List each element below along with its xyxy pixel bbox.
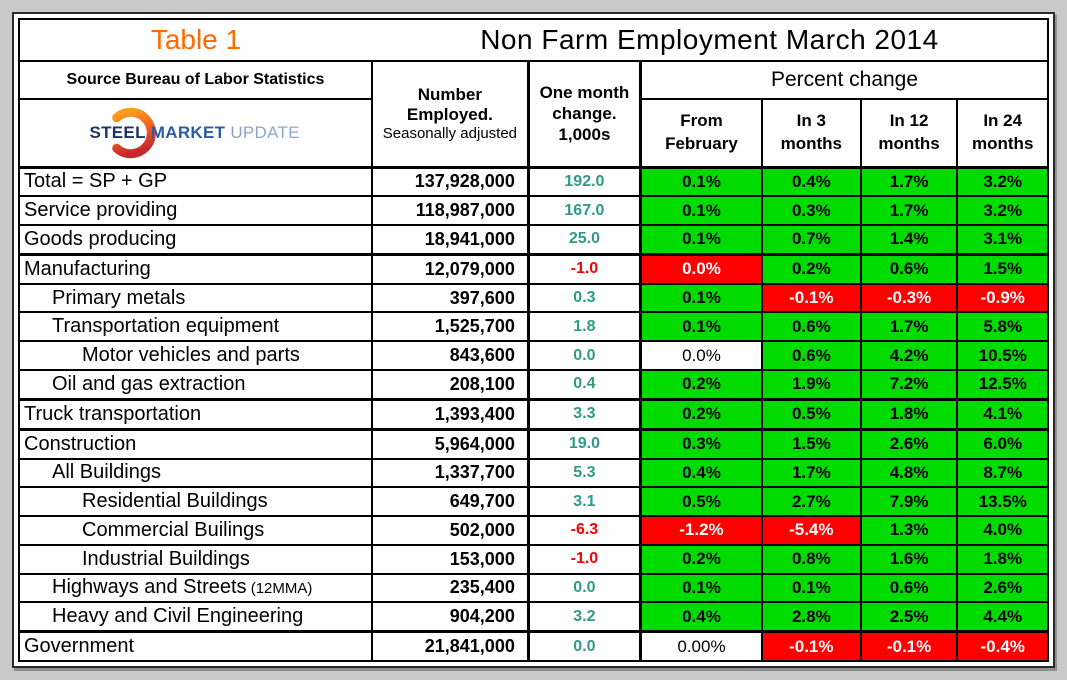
- row-label: Service providing: [19, 196, 372, 225]
- one-month-change-value: 3.2: [528, 602, 640, 631]
- one-month-change-value: 5.3: [528, 459, 640, 488]
- pct-in-24-months: 12.5%: [957, 370, 1048, 399]
- col-header-one-month-change: [528, 61, 640, 167]
- one-month-change-value: 0.0: [528, 574, 640, 603]
- pct-from-february: 0.00%: [641, 632, 762, 661]
- pct-in-24-months: 8.7%: [957, 459, 1048, 488]
- pct-in-12-months: 4.8%: [861, 459, 958, 488]
- employed-value: 502,000: [372, 516, 528, 545]
- pct-from-february: 0.1%: [641, 225, 762, 254]
- table-row: [19, 516, 1048, 545]
- pct-from-february: 0.5%: [641, 487, 762, 516]
- pct-in-3-months: -0.1%: [762, 284, 861, 313]
- table-row: [19, 341, 1048, 370]
- one-month-change-value: 3.1: [528, 487, 640, 516]
- table-row: [19, 312, 1048, 341]
- pct-in-24-months: 3.2%: [957, 196, 1048, 225]
- pct-from-february: -1.2%: [641, 516, 762, 545]
- pct-in-3-months: 2.7%: [762, 487, 861, 516]
- pct-from-february: 0.2%: [641, 370, 762, 399]
- employed-value: 153,000: [372, 545, 528, 574]
- pct-from-february: 0.4%: [641, 602, 762, 631]
- employed-value: 904,200: [372, 602, 528, 631]
- pct-in-24-months: -0.4%: [957, 632, 1048, 661]
- employed-value: 18,941,000: [372, 225, 528, 254]
- pct-in-12-months: 7.9%: [861, 487, 958, 516]
- row-label: Industrial Buildings: [19, 545, 372, 574]
- pct-in-24-months: 5.8%: [957, 312, 1048, 341]
- table-number-label: Table 1: [19, 19, 372, 61]
- one-month-change-value: 19.0: [528, 429, 640, 458]
- pct-in-12-months: 0.6%: [861, 574, 958, 603]
- seasonally-adjusted-note: Seasonally adjusted: [382, 124, 518, 142]
- row-label: Motor vehicles and parts: [19, 341, 372, 370]
- row-label: Construction: [19, 429, 372, 458]
- one-month-line3: 1,000s: [558, 125, 611, 145]
- employed-value: 1,337,700: [372, 459, 528, 488]
- pct-in-12-months: 1.3%: [861, 516, 958, 545]
- employed-value: 235,400: [372, 574, 528, 603]
- one-month-change-value: 25.0: [528, 225, 640, 254]
- row-label: All Buildings: [19, 459, 372, 488]
- table-row: [19, 545, 1048, 574]
- pct-in-3-months: 1.5%: [762, 429, 861, 458]
- table-row: [19, 225, 1048, 254]
- employed-value: 397,600: [372, 284, 528, 313]
- pct-from-february: 0.2%: [641, 399, 762, 429]
- one-month-change-value: -1.0: [528, 254, 640, 283]
- row-label: Primary metals: [19, 284, 372, 313]
- number-employed-line1: Number: [417, 84, 482, 104]
- row-label: Commercial Builings: [19, 516, 372, 545]
- pct-in-3-months: 0.4%: [762, 167, 861, 196]
- row-label: Goods producing: [19, 225, 372, 254]
- pct-in-12-months: -0.1%: [861, 632, 958, 661]
- pct-in-3-months: -5.4%: [762, 516, 861, 545]
- row-label: Transportation equipment: [19, 312, 372, 341]
- col-header-in-24-months: In 24 months: [957, 99, 1048, 167]
- one-month-change-value: -6.3: [528, 516, 640, 545]
- one-month-change-value: 0.3: [528, 284, 640, 313]
- pct-in-3-months: 0.1%: [762, 574, 861, 603]
- pct-in-24-months: 3.1%: [957, 225, 1048, 254]
- pct-from-february: 0.3%: [641, 429, 762, 458]
- table-frame: [12, 12, 1055, 668]
- employed-value: 1,393,400: [372, 399, 528, 429]
- pct-from-february: 0.1%: [641, 574, 762, 603]
- employed-value: 118,987,000: [372, 196, 528, 225]
- pct-in-3-months: 0.7%: [762, 225, 861, 254]
- pct-in-12-months: 2.6%: [861, 429, 958, 458]
- pct-in-12-months: 1.4%: [861, 225, 958, 254]
- table-row: [19, 574, 1048, 603]
- pct-in-3-months: 0.3%: [762, 196, 861, 225]
- pct-in-24-months: 13.5%: [957, 487, 1048, 516]
- pct-from-february: 0.1%: [641, 284, 762, 313]
- pct-in-3-months: -0.1%: [762, 632, 861, 661]
- col-header-in-12-months: In 12 months: [861, 99, 958, 167]
- table-row: [19, 196, 1048, 225]
- logo-word-update: UPDATE: [230, 122, 300, 142]
- pct-in-24-months: 10.5%: [957, 341, 1048, 370]
- table-row: [19, 632, 1048, 661]
- table-body: [19, 167, 1048, 661]
- table-row: [19, 602, 1048, 631]
- pct-in-24-months: 3.2%: [957, 167, 1048, 196]
- page-title: Non Farm Employment March 2014: [372, 19, 1048, 61]
- pct-in-12-months: -0.3%: [861, 284, 958, 313]
- pct-in-12-months: 1.6%: [861, 545, 958, 574]
- pct-in-3-months: 0.5%: [762, 399, 861, 429]
- row-label: Oil and gas extraction: [19, 370, 372, 399]
- pct-in-12-months: 0.6%: [861, 254, 958, 283]
- pct-in-12-months: 1.7%: [861, 312, 958, 341]
- row-label: Truck transportation: [19, 399, 372, 429]
- one-month-line2: change.: [552, 104, 617, 124]
- pct-from-february: 0.2%: [641, 545, 762, 574]
- one-month-change-value: 1.8: [528, 312, 640, 341]
- employed-value: 137,928,000: [372, 167, 528, 196]
- table-row: [19, 284, 1048, 313]
- pct-in-24-months: 1.8%: [957, 545, 1048, 574]
- steel-market-update-logo: [75, 103, 315, 163]
- employment-table: [18, 18, 1049, 662]
- logo-word-steel: STEEL: [89, 122, 146, 142]
- row-label-suffix: (12MMA): [246, 580, 313, 598]
- employed-value: 1,525,700: [372, 312, 528, 341]
- col-header-percent-change: Percent change: [641, 61, 1049, 99]
- row-label: Highways and Streets (12MMA): [19, 574, 372, 603]
- row-label: Residential Buildings: [19, 487, 372, 516]
- table-row: [19, 370, 1048, 399]
- pct-from-february: 0.1%: [641, 196, 762, 225]
- table-row: [19, 167, 1048, 196]
- col-header-number-employed: [372, 61, 528, 167]
- employed-value: 649,700: [372, 487, 528, 516]
- table-row: [19, 254, 1048, 283]
- pct-in-24-months: 2.6%: [957, 574, 1048, 603]
- row-label: Heavy and Civil Engineering: [19, 602, 372, 631]
- row-label: Total = SP + GP: [19, 167, 372, 196]
- logo-cell: [19, 99, 372, 167]
- pct-in-24-months: 4.4%: [957, 602, 1048, 631]
- pct-from-february: 0.1%: [641, 167, 762, 196]
- pct-in-3-months: 0.6%: [762, 341, 861, 370]
- pct-in-24-months: 4.1%: [957, 399, 1048, 429]
- one-month-change-value: 0.0: [528, 341, 640, 370]
- pct-in-3-months: 1.9%: [762, 370, 861, 399]
- logo-text: [89, 123, 299, 143]
- pct-from-february: 0.4%: [641, 459, 762, 488]
- pct-in-12-months: 2.5%: [861, 602, 958, 631]
- row-label: Manufacturing: [19, 254, 372, 283]
- pct-in-12-months: 7.2%: [861, 370, 958, 399]
- employed-value: 21,841,000: [372, 632, 528, 661]
- source-label: Source Bureau of Labor Statistics: [19, 61, 372, 99]
- table-row: [19, 459, 1048, 488]
- one-month-change-value: 0.0: [528, 632, 640, 661]
- pct-in-3-months: 0.6%: [762, 312, 861, 341]
- pct-in-24-months: 4.0%: [957, 516, 1048, 545]
- pct-in-3-months: 2.8%: [762, 602, 861, 631]
- title-row: [19, 19, 1048, 61]
- one-month-line1: One month: [539, 82, 630, 102]
- number-employed-line2: Employed.: [406, 104, 493, 124]
- logo-word-market: MARKET: [150, 122, 226, 142]
- one-month-change-value: 0.4: [528, 370, 640, 399]
- table-row: [19, 399, 1048, 429]
- pct-in-24-months: -0.9%: [957, 284, 1048, 313]
- pct-from-february: 0.0%: [641, 341, 762, 370]
- one-month-change-value: 192.0: [528, 167, 640, 196]
- pct-in-12-months: 1.7%: [861, 196, 958, 225]
- col-header-in-3-months: In 3 months: [762, 99, 861, 167]
- one-month-change-value: -1.0: [528, 545, 640, 574]
- pct-in-24-months: 1.5%: [957, 254, 1048, 283]
- employed-value: 843,600: [372, 341, 528, 370]
- employed-value: 12,079,000: [372, 254, 528, 283]
- pct-in-3-months: 0.8%: [762, 545, 861, 574]
- col-header-from-february: From February: [641, 99, 762, 167]
- pct-from-february: 0.0%: [641, 254, 762, 283]
- pct-from-february: 0.1%: [641, 312, 762, 341]
- pct-in-12-months: 1.7%: [861, 167, 958, 196]
- pct-in-12-months: 1.8%: [861, 399, 958, 429]
- one-month-change-value: 3.3: [528, 399, 640, 429]
- pct-in-24-months: 6.0%: [957, 429, 1048, 458]
- pct-in-3-months: 0.2%: [762, 254, 861, 283]
- pct-in-3-months: 1.7%: [762, 459, 861, 488]
- employed-value: 208,100: [372, 370, 528, 399]
- table-row: [19, 487, 1048, 516]
- employed-value: 5,964,000: [372, 429, 528, 458]
- one-month-change-value: 167.0: [528, 196, 640, 225]
- pct-in-12-months: 4.2%: [861, 341, 958, 370]
- table-row: [19, 429, 1048, 458]
- header-row-1: [19, 61, 1048, 99]
- row-label: Government: [19, 632, 372, 661]
